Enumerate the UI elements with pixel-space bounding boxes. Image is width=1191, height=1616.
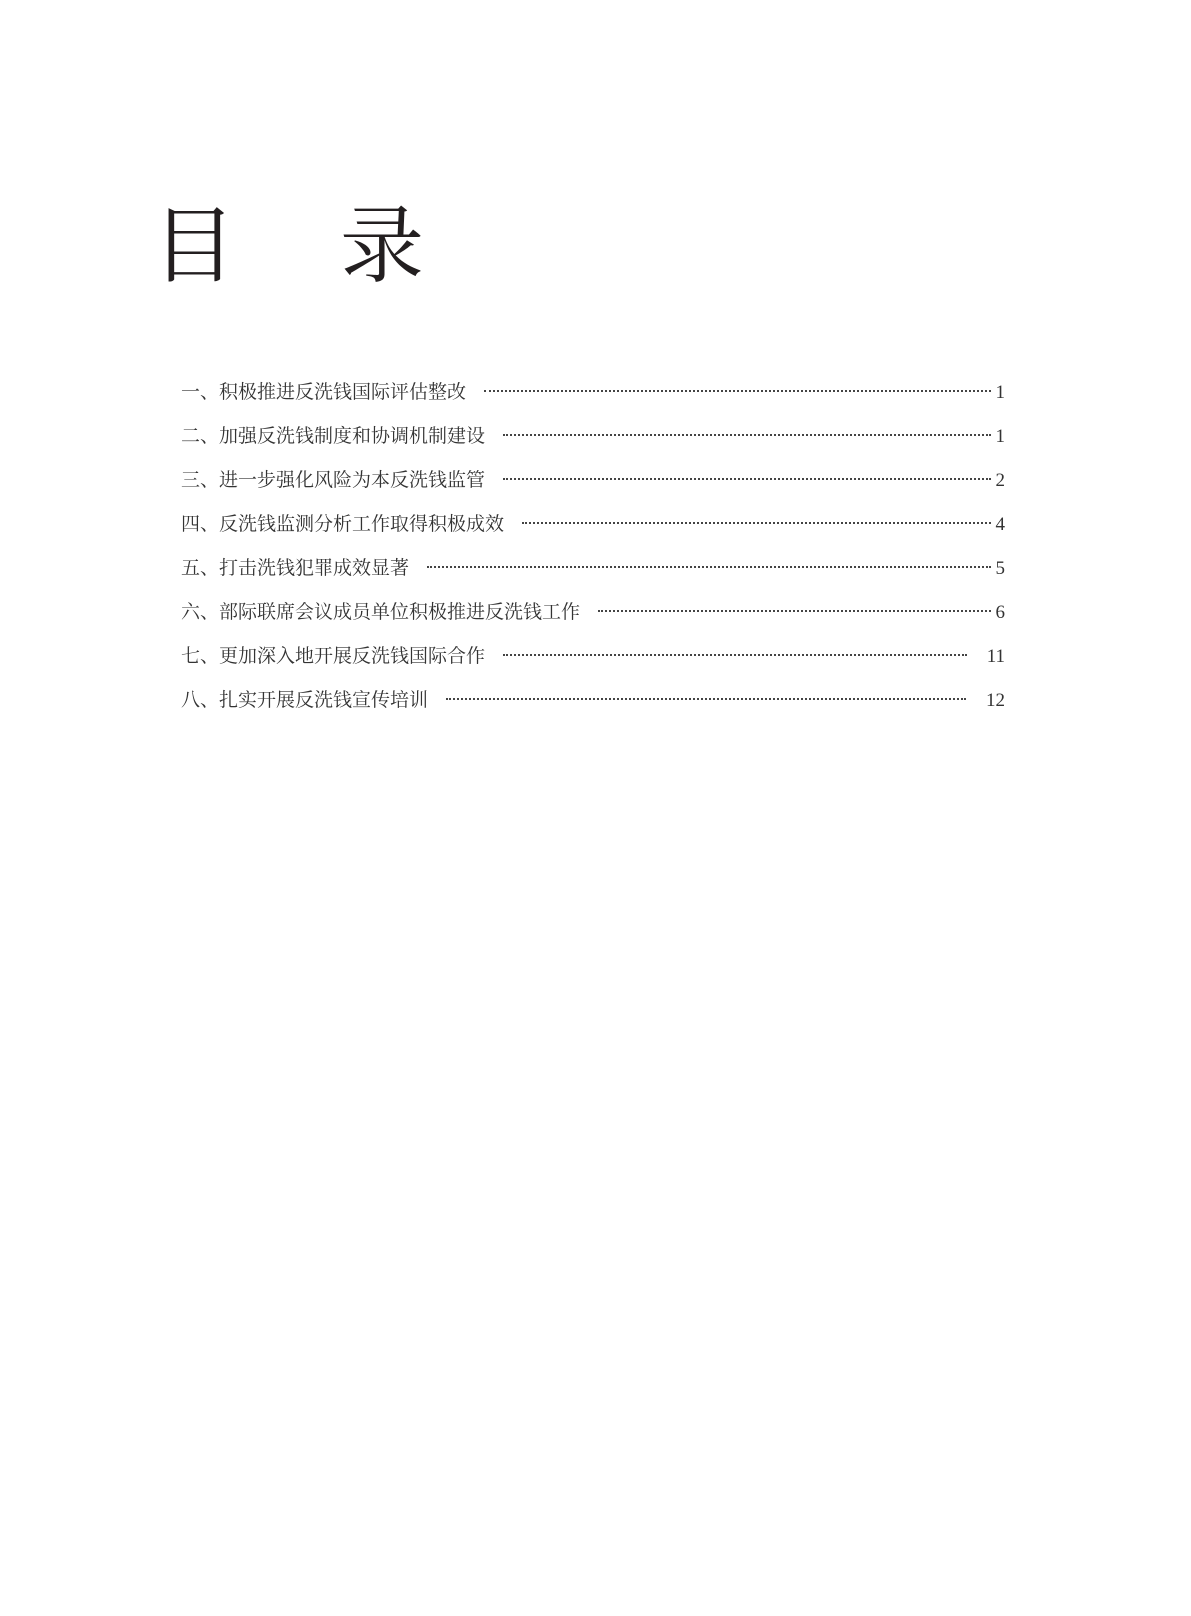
toc-entry-title: 二、加强反洗钱制度和协调机制建设	[181, 425, 486, 447]
toc-page-number: 1	[995, 382, 1005, 403]
toc-entry-title: 七、更加深入地开展反洗钱国际合作	[181, 645, 486, 667]
toc-entry-title: 五、打击洗钱犯罪成效显著	[181, 557, 410, 579]
toc-entry-2[interactable]	[181, 424, 1005, 468]
toc-entry-title: 三、进一步强化风险为本反洗钱监管	[181, 469, 486, 491]
toc-page-number: 5	[995, 558, 1005, 579]
toc-dot-leader	[503, 478, 991, 480]
toc-dot-leader	[484, 390, 991, 392]
toc-page-number: 11	[986, 646, 1005, 667]
toc-entry-6[interactable]	[181, 600, 1005, 644]
toc-page-number: 4	[995, 514, 1005, 535]
toc-entry-4[interactable]	[181, 512, 1005, 556]
toc-dot-leader	[446, 698, 966, 700]
toc-entry-title: 八、扎实开展反洗钱宣传培训	[181, 689, 429, 711]
toc-entry-title: 一、积极推进反洗钱国际评估整改	[181, 381, 467, 403]
toc-entry-3[interactable]	[181, 468, 1005, 512]
toc-dot-leader	[503, 654, 967, 656]
toc-entry-title: 四、反洗钱监测分析工作取得积极成效	[181, 513, 505, 535]
toc-entry-title: 六、部际联席会议成员单位积极推进反洗钱工作	[181, 601, 581, 623]
toc-entry-7[interactable]	[181, 644, 1005, 688]
toc-entry-5[interactable]	[181, 556, 1005, 600]
toc-entry-1[interactable]	[181, 380, 1005, 424]
toc-page-number: 12	[986, 690, 1005, 711]
toc-dot-leader	[598, 610, 991, 612]
page-title-char-2: 录	[340, 197, 425, 295]
toc-dot-leader	[427, 566, 991, 568]
page-title-char-1: 目	[152, 197, 237, 295]
toc-dot-leader	[522, 522, 991, 524]
toc-page-number: 2	[995, 470, 1005, 491]
toc-dot-leader	[503, 434, 991, 436]
toc-entry-8[interactable]	[181, 688, 1005, 732]
table-of-contents	[181, 380, 1005, 732]
toc-page-number: 6	[995, 602, 1005, 623]
toc-page-number: 1	[995, 426, 1005, 447]
